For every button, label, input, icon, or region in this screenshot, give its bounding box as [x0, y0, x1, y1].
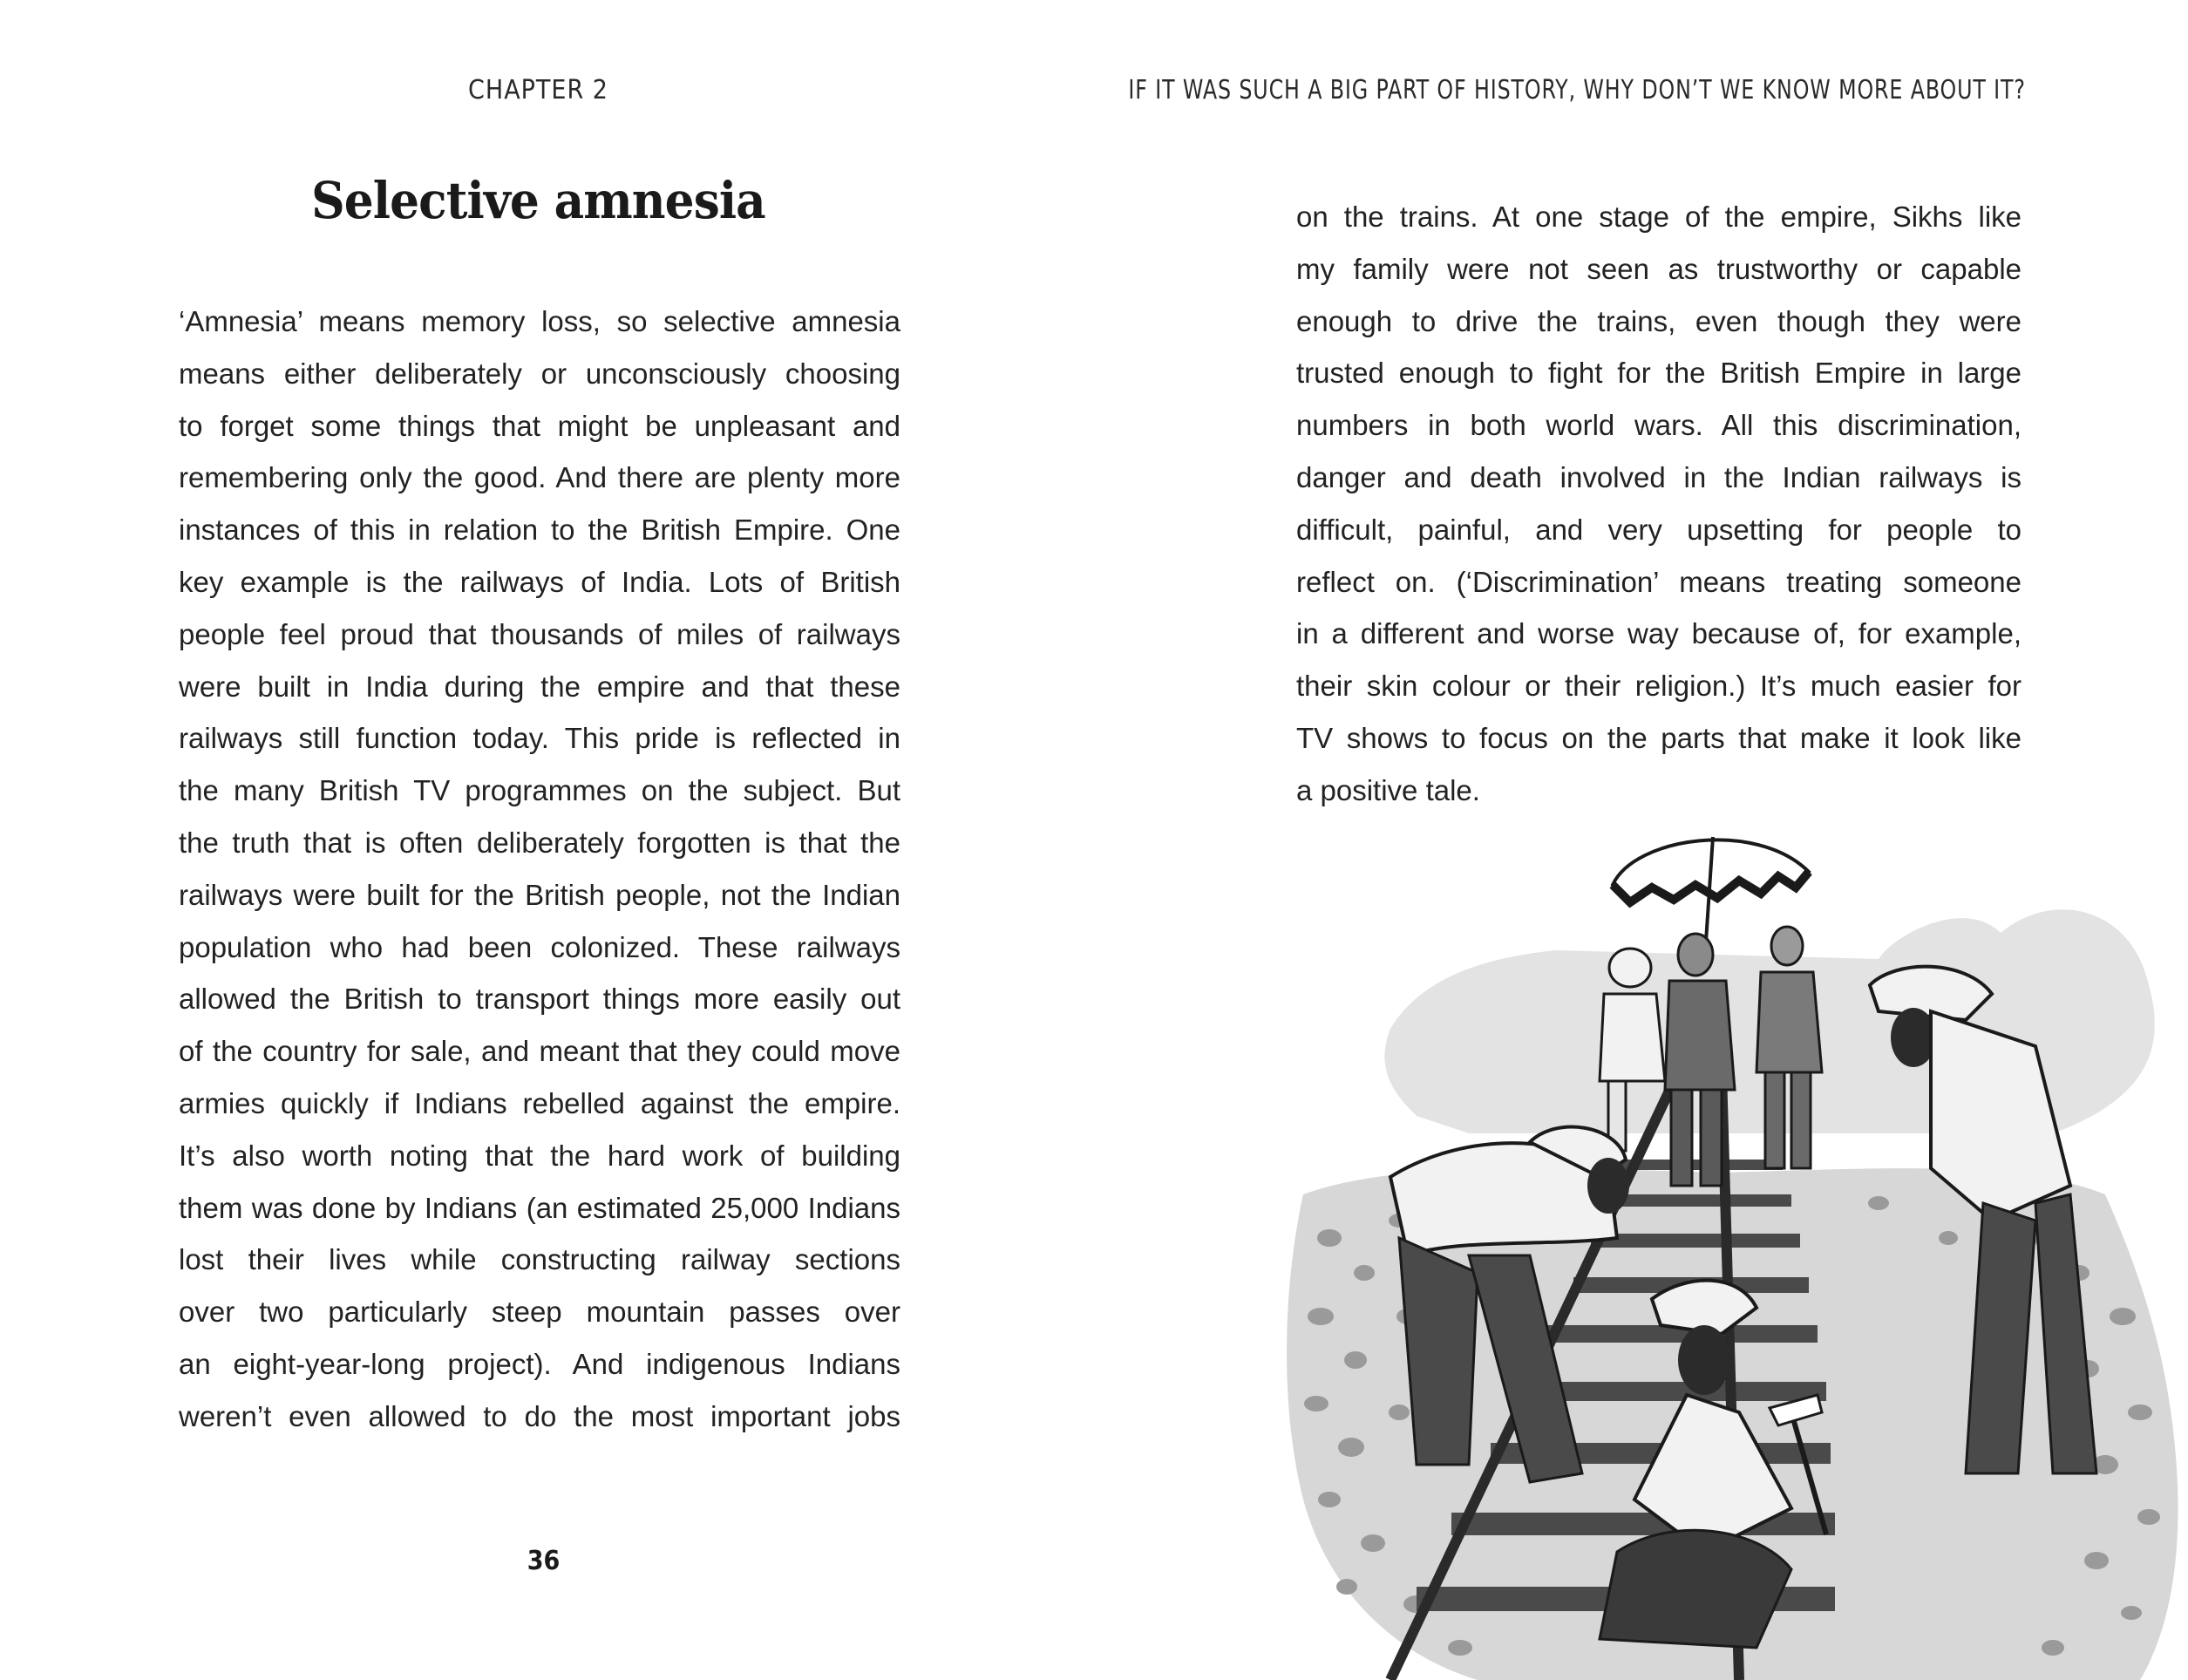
- left-body-line: over two particularly steep mountain passes over: [179, 1296, 900, 1329]
- right-body-line: in a different and worse way because of, for example,: [1296, 617, 2022, 650]
- left-body-line: remembering only the good. And there are plenty more: [179, 461, 900, 494]
- left-body-line: railways still function today. This pride is reflected in: [179, 722, 900, 755]
- right-body-line: their skin colour or their religion.) It’s much easier for: [1296, 670, 2022, 703]
- left-body-line: railways were built for the British people, not the Indian: [179, 878, 900, 911]
- left-body-line: the truth that is often deliberately forgotten is that the: [179, 826, 900, 859]
- left-body-line: It’s also worth noting that the hard work of building: [179, 1139, 900, 1172]
- left-body-line: the many British TV programmes on the subject. But: [179, 774, 900, 807]
- left-body-line: means either deliberately or unconsciously choosing: [179, 357, 900, 390]
- running-head-chapter: CHAPTER 2: [468, 75, 608, 105]
- left-body-line: instances of this in relation to the British Empire. One: [179, 514, 900, 547]
- running-head-title: IF IT WAS SUCH A BIG PART OF HISTORY, WHY DON’T WE KNOW MORE ABOUT IT?: [1128, 75, 2026, 105]
- left-body-line: an eight-year-long project). And indigenous Indians: [179, 1347, 900, 1380]
- left-body-line: were built in India during the empire and that these: [179, 670, 900, 703]
- right-page: [1094, 0, 2188, 1680]
- right-body-line: difficult, painful, and very upsetting for people to: [1296, 513, 2022, 546]
- left-body-line: lost their lives while constructing railway sections: [179, 1243, 900, 1276]
- right-body-line: trusted enough to fight for the British Empire in large: [1296, 357, 2022, 390]
- right-body-line: enough to drive the trains, even though they were: [1296, 304, 2022, 337]
- right-body-line: danger and death involved in the Indian railways is: [1296, 460, 2022, 493]
- section-title: Selective amnesia: [311, 171, 765, 230]
- right-body-line: a positive tale.: [1296, 773, 1480, 806]
- railway-workers-illustration: [1268, 785, 2188, 1680]
- right-body-line: my family were not seen as trustworthy or capable: [1296, 252, 2022, 285]
- left-body-line: population who had been colonized. These railways: [179, 930, 900, 963]
- left-body-line: weren’t even allowed to do the most important jobs: [179, 1399, 900, 1432]
- officers: [1600, 927, 1822, 1186]
- left-body-text: [179, 296, 900, 1443]
- left-body-line: to forget some things that might be unpleasant and: [179, 409, 900, 442]
- left-body-line: them was done by Indians (an estimated 25,000 Indians: [179, 1191, 900, 1224]
- left-body-line: key example is the railways of India. Lots of British: [179, 565, 900, 598]
- right-body-line: reflect on. (‘Discrimination’ means treating someone: [1296, 565, 2022, 598]
- right-body-line: on the trains. At one stage of the empire, Sikhs like: [1296, 201, 2022, 233]
- left-body-line: people feel proud that thousands of miles of railways: [179, 617, 900, 650]
- left-body-line: armies quickly if Indians rebelled against the empire.: [179, 1086, 900, 1119]
- left-body-line: of the country for sale, and meant that they could move: [179, 1035, 900, 1068]
- left-body-line: allowed the British to transport things more easily out: [179, 983, 900, 1016]
- right-body-line: TV shows to focus on the parts that make it look like: [1296, 721, 2022, 754]
- left-body-line: ‘Amnesia’ means memory loss, so selective amnesia: [179, 305, 900, 337]
- right-body-text: [1296, 191, 2022, 817]
- right-body-line: numbers in both world wars. All this discrimination,: [1296, 409, 2022, 442]
- page-number: 36: [527, 1546, 561, 1576]
